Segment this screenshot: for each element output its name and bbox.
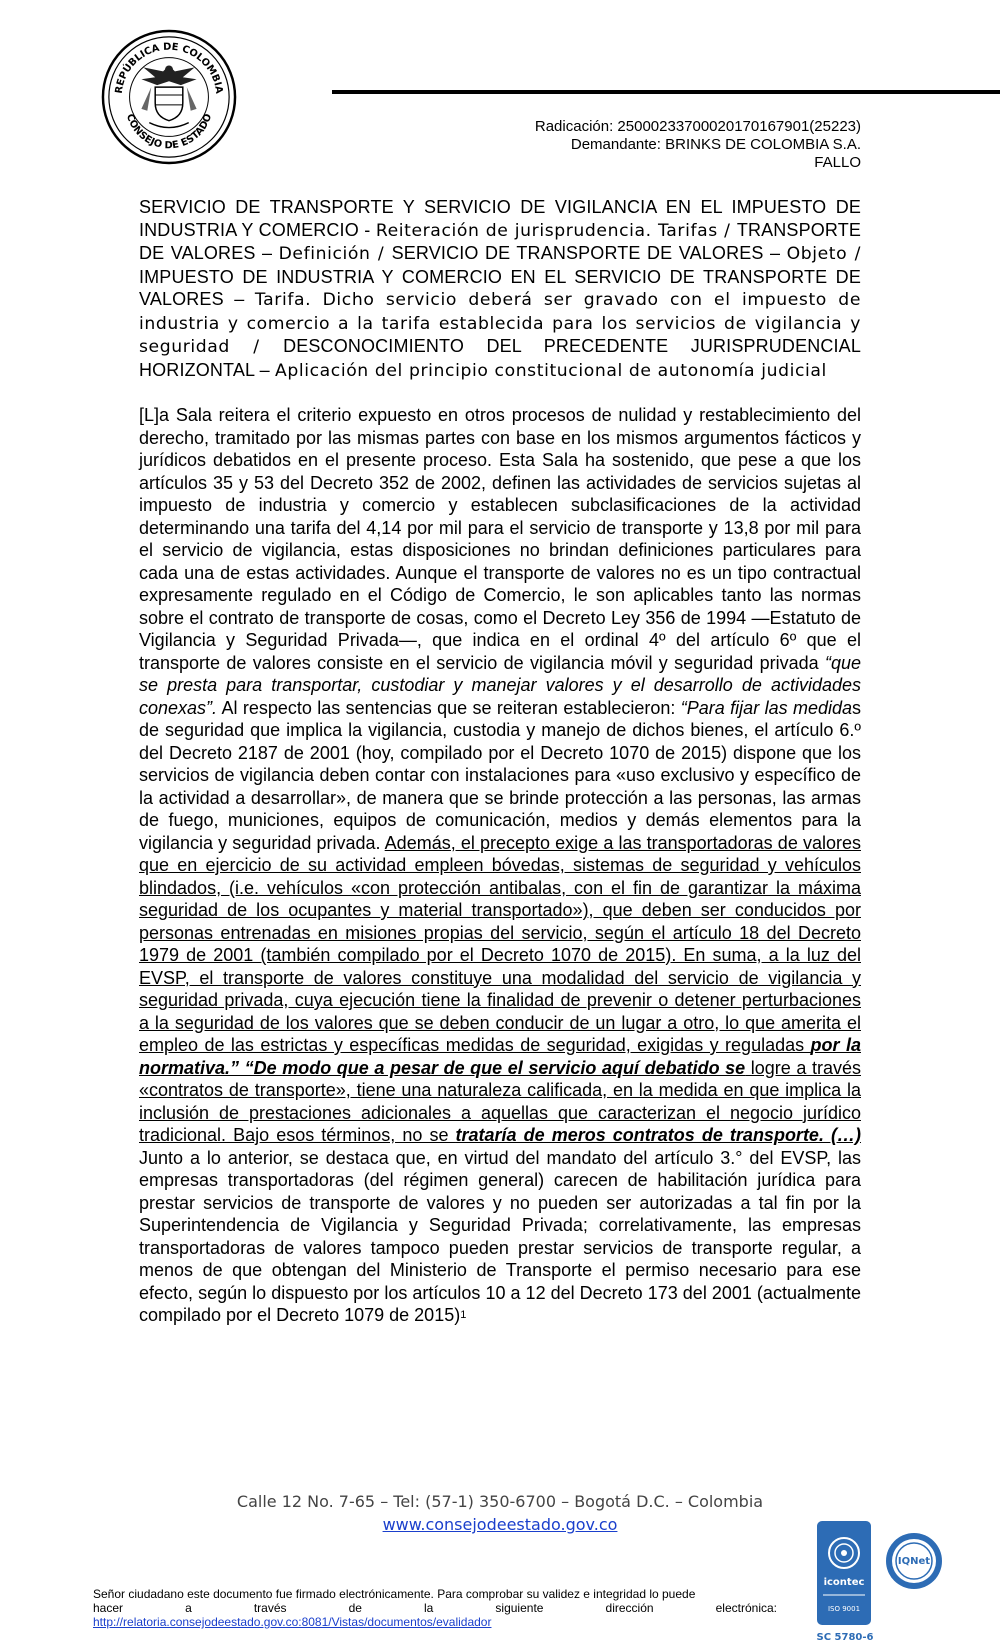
body-text-4: Junto a lo anterior, se destaca que, en virtud del mandato del artículo 3.° del EVSP, las empresas transportadoras (del régimen general) carecen de habilitación jurídica para prestar servicios de transporte de valores y no pueden ser autorizadas a tal fin por la Superintendencia de Vigilancia y Seguridad Privada; correlativamente, las empresas transportadoras de valores tampoco pueden prestar servicios de transporte regular, a menos de que obtengan del Ministerio de Transporte el permiso necesario para ese efecto, según lo dispuesto por los artículos 10 a 12 del Decreto 173 del 2001 (actualmente compilado por el Decreto 1079 de 2015) — [139, 1147, 861, 1325]
summary-heading-3: SERVICIO DE TRANSPORTE DE VALORES – — [391, 243, 787, 263]
footer-address: Calle 12 No. 7-65 – Tel: (57-1) 350-6700 – Bogotá D.C. – Colombia — [236, 1492, 764, 1511]
demandante-line: Demandante: BRINKS DE COLOMBIA S.A. — [570, 136, 861, 153]
seal-text-top: REPÚBLICA DE COLOMBIA — [113, 41, 225, 95]
consejo-de-estado-seal-logo — [100, 28, 238, 166]
summary-heading-5: DESCONOCIMIENTO DEL PRECEDENTE JURISPRUDENCIAL HORIZONTAL – — [139, 336, 861, 380]
body-paragraph — [139, 404, 861, 1327]
body-underlined-1: Además, el precepto exige a las transportadoras de valores que en ejercicio de su actividad empleen bóvedas, sistemas de seguridad y vehículos blindados, (i.e. vehículos «con protección antibalas, con el fin de garantizar la máxima seguridad de los ocupantes y material transportado»), que deben ser conducidos por personas entrenadas en misiones propias del servicio, según el artículo 18 del Decreto 1979 de 2001 (también compilado por el Decreto 1070 de 2015). En suma, a la luz del EVSP, el transporte de valores constituye una modalidad del servicio de vigilancia y seguridad privada, cuya ejecución tiene la finalidad de prevenir o detener perturbaciones a la seguridad de los valores que se deben conducir de un lugar a otro, lo que amerita el empleo de las estrictas y específicas medidas de seguridad, exigidas y reguladas — [139, 832, 861, 1055]
body-bold-italic-2: trataría de meros contratos de transporte. (…) — [455, 1125, 861, 1145]
sig-note-line1: Señor ciudadano este documento fue firmado electrónicamente. Para comprobar su validez e integridad lo puede — [93, 1587, 696, 1601]
summary-descriptors — [139, 196, 861, 382]
sig-word: la — [424, 1601, 434, 1615]
summary-text-4: Tarifa. Dicho servicio deberá ser gravado con el impuesto de industria y comercio a la tarifa establecida para los servicios de vigilancia y seguridad / — [139, 290, 861, 357]
radicacion-line: Radicación: 25000233700020170167901(25223) — [534, 118, 861, 135]
case-header — [341, 118, 861, 172]
body-underlined-2: logre a través «contratos de transporte», tiene una naturaleza calificada, en la medida en que implica la inclusión de prestaciones adicionales a aquellas que caracterizan el negocio jurídico tradicional. Bajo esos términos, no se — [139, 1057, 861, 1145]
body-quote-1: “que se presta para transportar, custodiar y manejar valores y el desarrollo de actividades conexas”. — [139, 652, 861, 718]
footer-website-link[interactable]: www.consejodeestado.gov.co — [382, 1515, 618, 1534]
sig-word: de — [348, 1601, 362, 1615]
validation-url-link[interactable]: http://relatoria.consejodeestado.gov.co:8081/Vistas/documentos/evalidador — [93, 1615, 492, 1629]
sig-word: siguiente — [495, 1601, 544, 1615]
body-bold-italic-1: por la normativa.” “De modo que a pesar de que el servicio aquí debatido se — [139, 1035, 861, 1078]
sig-word: través — [253, 1601, 287, 1615]
summary-heading-1: SERVICIO DE TRANSPORTE Y SERVICIO DE VIGILANCIA EN EL IMPUESTO DE INDUSTRIA Y COMERCIO - — [139, 197, 861, 240]
body-quote-2: “Para fijar las medida — [680, 697, 853, 718]
sig-word: hacer — [93, 1601, 124, 1615]
document-body — [139, 196, 861, 1327]
footnote-marker[interactable]: 1 — [460, 1309, 467, 1321]
summary-text-1: Reiteración de jurisprudencia. Tarifas / — [375, 220, 737, 241]
seal-text-bottom: CONSEJO DE ESTADO — [123, 112, 215, 152]
sig-note-line2 — [93, 1601, 777, 1615]
summary-text-5: Aplicación del principio constitucional de autonomía judicial — [274, 360, 827, 381]
sig-word: electrónica: — [715, 1601, 777, 1615]
sig-word: dirección — [605, 1601, 654, 1615]
icontec-label: icontec — [823, 1577, 865, 1588]
iso-label: ISO 9001 — [827, 1605, 861, 1613]
sig-word: a — [185, 1601, 192, 1615]
body-text-2: Al respecto las sentencias que se reiteran establecieron: — [217, 697, 681, 718]
icontec-certification-logo — [817, 1521, 871, 1625]
sc-certificate-code: SC 5780-6 — [816, 1632, 874, 1643]
fallo-line: FALLO — [814, 154, 861, 171]
iqnet-label: IQNet — [897, 1556, 931, 1567]
body-text-3: s de seguridad que implica la vigilancia, custodia y manejo de dichos bienes, el artículo 6.º del Decreto 2187 de 2001 (hoy, compilado por el Decreto 1070 de 2015) dispone que los servicios de vigilancia deben contar con instalaciones para «uso exclusivo y específico de la actividad a desarrollar», de manera que se brinde protección a las personas, las armas de fuego, municiones, equipos de comunicación, medios y demás elementos para la vigilancia y seguridad privada. — [139, 697, 862, 853]
iqnet-certification-logo — [884, 1531, 944, 1591]
body-text-1: [L]a Sala reitera el criterio expuesto en otros procesos de nulidad y restablecimiento del derecho, tramitado por las mismas partes con base en los mismos argumentos fácticos y jurídicos debatidos en el presente proceso. Esta Sala ha sostenido, que pese a que los artículos 35 y 53 del Decreto 352 de 2002, definen las actividades de servicios sujetas al impuesto de industria y comercio y establecen subclasificaciones de la actividad determinando una tarifa del 4,14 por mil para el servicio de transporte y 13,8 por mil para el servicio de vigilancia, estas disposiciones no brindan definiciones particulares para cada una de estas actividades. Aunque el transporte de valores no es un tipo contractual expresamente regulado en el Código de Comercio, le son aplicables tanto las normas sobre el contrato de transporte de cosas, como el Decreto Ley 356 de 1994 —Estatuto de Vigilancia y Seguridad Privada—, que indica en el ordinal 4º del artículo 6º que el transporte de valores consiste en el servicio de vigilancia móvil y seguridad privada — [139, 405, 861, 673]
summary-heading-4: IMPUESTO DE INDUSTRIA Y COMERCIO EN EL SERVICIO DE TRANSPORTE DE VALORES – — [139, 266, 861, 309]
electronic-signature-note — [93, 1587, 777, 1629]
summary-text-3: Objeto / — [786, 244, 861, 264]
header-rule — [332, 90, 1000, 94]
summary-text-2: Definición / — [278, 244, 392, 264]
summary-heading-2: TRANSPORTE DE VALORES – — [139, 219, 861, 263]
